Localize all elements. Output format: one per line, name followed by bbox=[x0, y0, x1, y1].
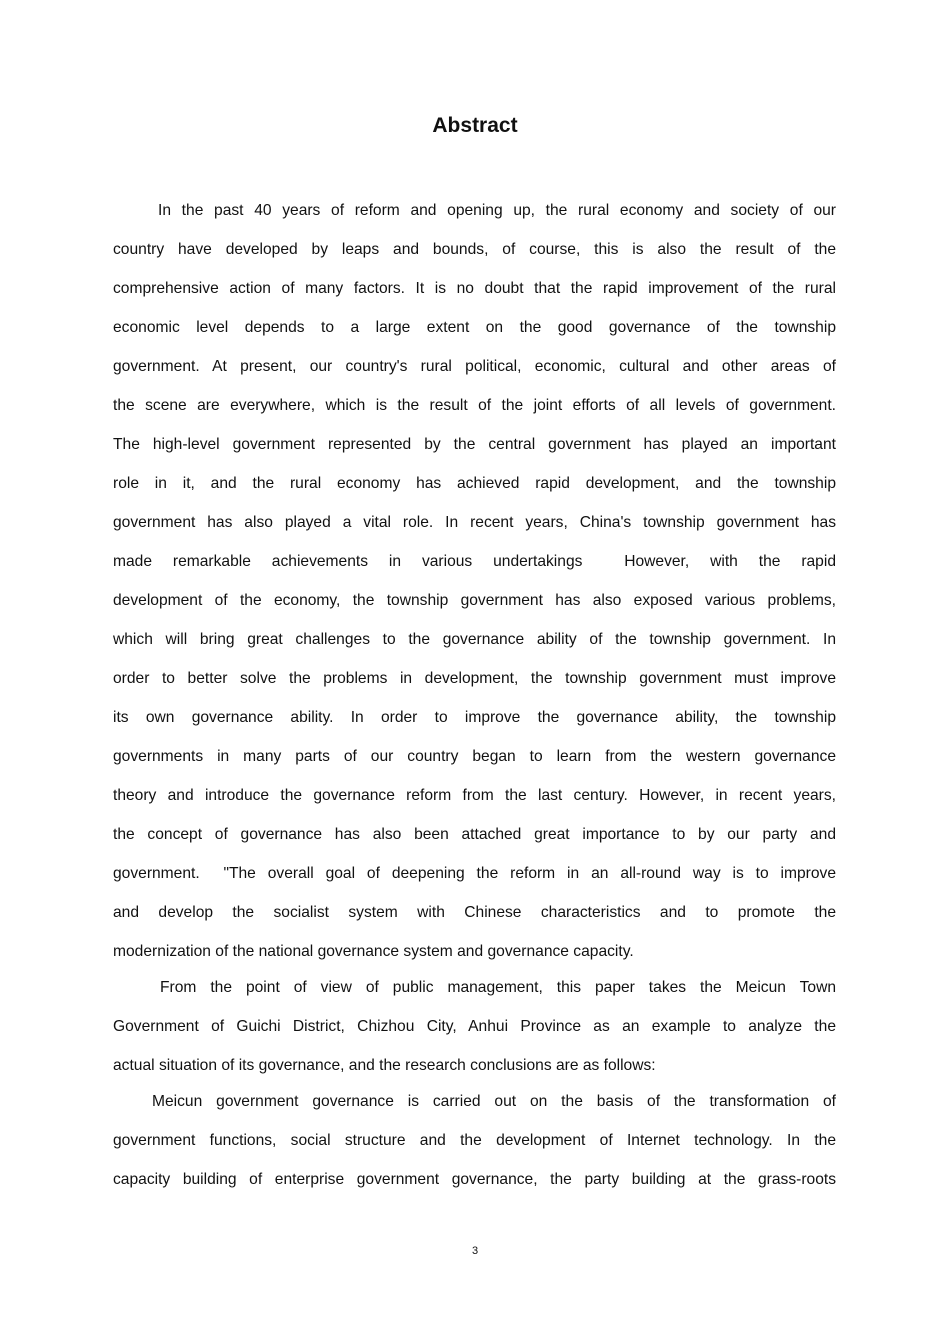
text-line: economic level depends to a large extent on the good governance of the township bbox=[113, 319, 836, 336]
text-line: Government of Guichi District, Chizhou City, Anhui Province as an example to analyze the bbox=[113, 1018, 836, 1035]
text-line: its own governance ability. In order to improve the governance ability, the township bbox=[113, 709, 836, 726]
text-line: government has also played a vital role. In recent years, China's township government has bbox=[113, 514, 836, 531]
text-line: the scene are everywhere, which is the result of the joint efforts of all levels of government. bbox=[113, 397, 836, 414]
text-line: made remarkable achievements in various undertakings However, with the rapid bbox=[113, 553, 836, 570]
text-line: comprehensive action of many factors. It is no doubt that the rapid improvement of the rural bbox=[113, 280, 836, 297]
text-line: In the past 40 years of reform and opening up, the rural economy and society of our bbox=[158, 202, 836, 219]
paragraph-1 bbox=[113, 191, 836, 971]
paragraph-3 bbox=[113, 1082, 836, 1199]
abstract-body bbox=[113, 191, 836, 1199]
page-title: Abstract bbox=[432, 114, 518, 137]
text-line: government functions, social structure and the development of Internet technology. In the bbox=[113, 1132, 836, 1149]
text-line: order to better solve the problems in development, the township government must improve bbox=[113, 670, 836, 687]
text-line: which will bring great challenges to the governance ability of the township government. In bbox=[113, 631, 836, 648]
text-line: theory and introduce the governance reform from the last century. However, in recent years, bbox=[113, 787, 836, 804]
paragraph-2 bbox=[113, 968, 836, 1085]
text-line: From the point of view of public management, this paper takes the Meicun Town bbox=[160, 979, 836, 996]
text-line: country have developed by leaps and bounds, of course, this is also the result of the bbox=[113, 241, 836, 258]
text-line: governments in many parts of our country began to learn from the western governance bbox=[113, 748, 836, 765]
text-line: the concept of governance has also been attached great importance to by our party and bbox=[113, 826, 836, 843]
text-line: actual situation of its governance, and the research conclusions are as follows: bbox=[113, 1057, 656, 1074]
text-line: and develop the socialist system with Chinese characteristics and to promote the bbox=[113, 904, 836, 921]
page-number: 3 bbox=[471, 1245, 479, 1257]
text-line: The high-level government represented by the central government has played an important bbox=[113, 436, 836, 453]
text-line: government. At present, our country's rural political, economic, cultural and other areas of bbox=[113, 358, 836, 375]
text-line: modernization of the national governance system and governance capacity. bbox=[113, 943, 634, 960]
text-line: Meicun government governance is carried out on the basis of the transformation of bbox=[152, 1093, 836, 1110]
text-line: capacity building of enterprise government governance, the party building at the grass-roots bbox=[113, 1171, 836, 1188]
text-line: development of the economy, the township government has also exposed various problems, bbox=[113, 592, 836, 609]
text-line: role in it, and the rural economy has achieved rapid development, and the township bbox=[113, 475, 836, 492]
text-line: government. "The overall goal of deepening the reform in an all-round way is to improve bbox=[113, 865, 836, 882]
